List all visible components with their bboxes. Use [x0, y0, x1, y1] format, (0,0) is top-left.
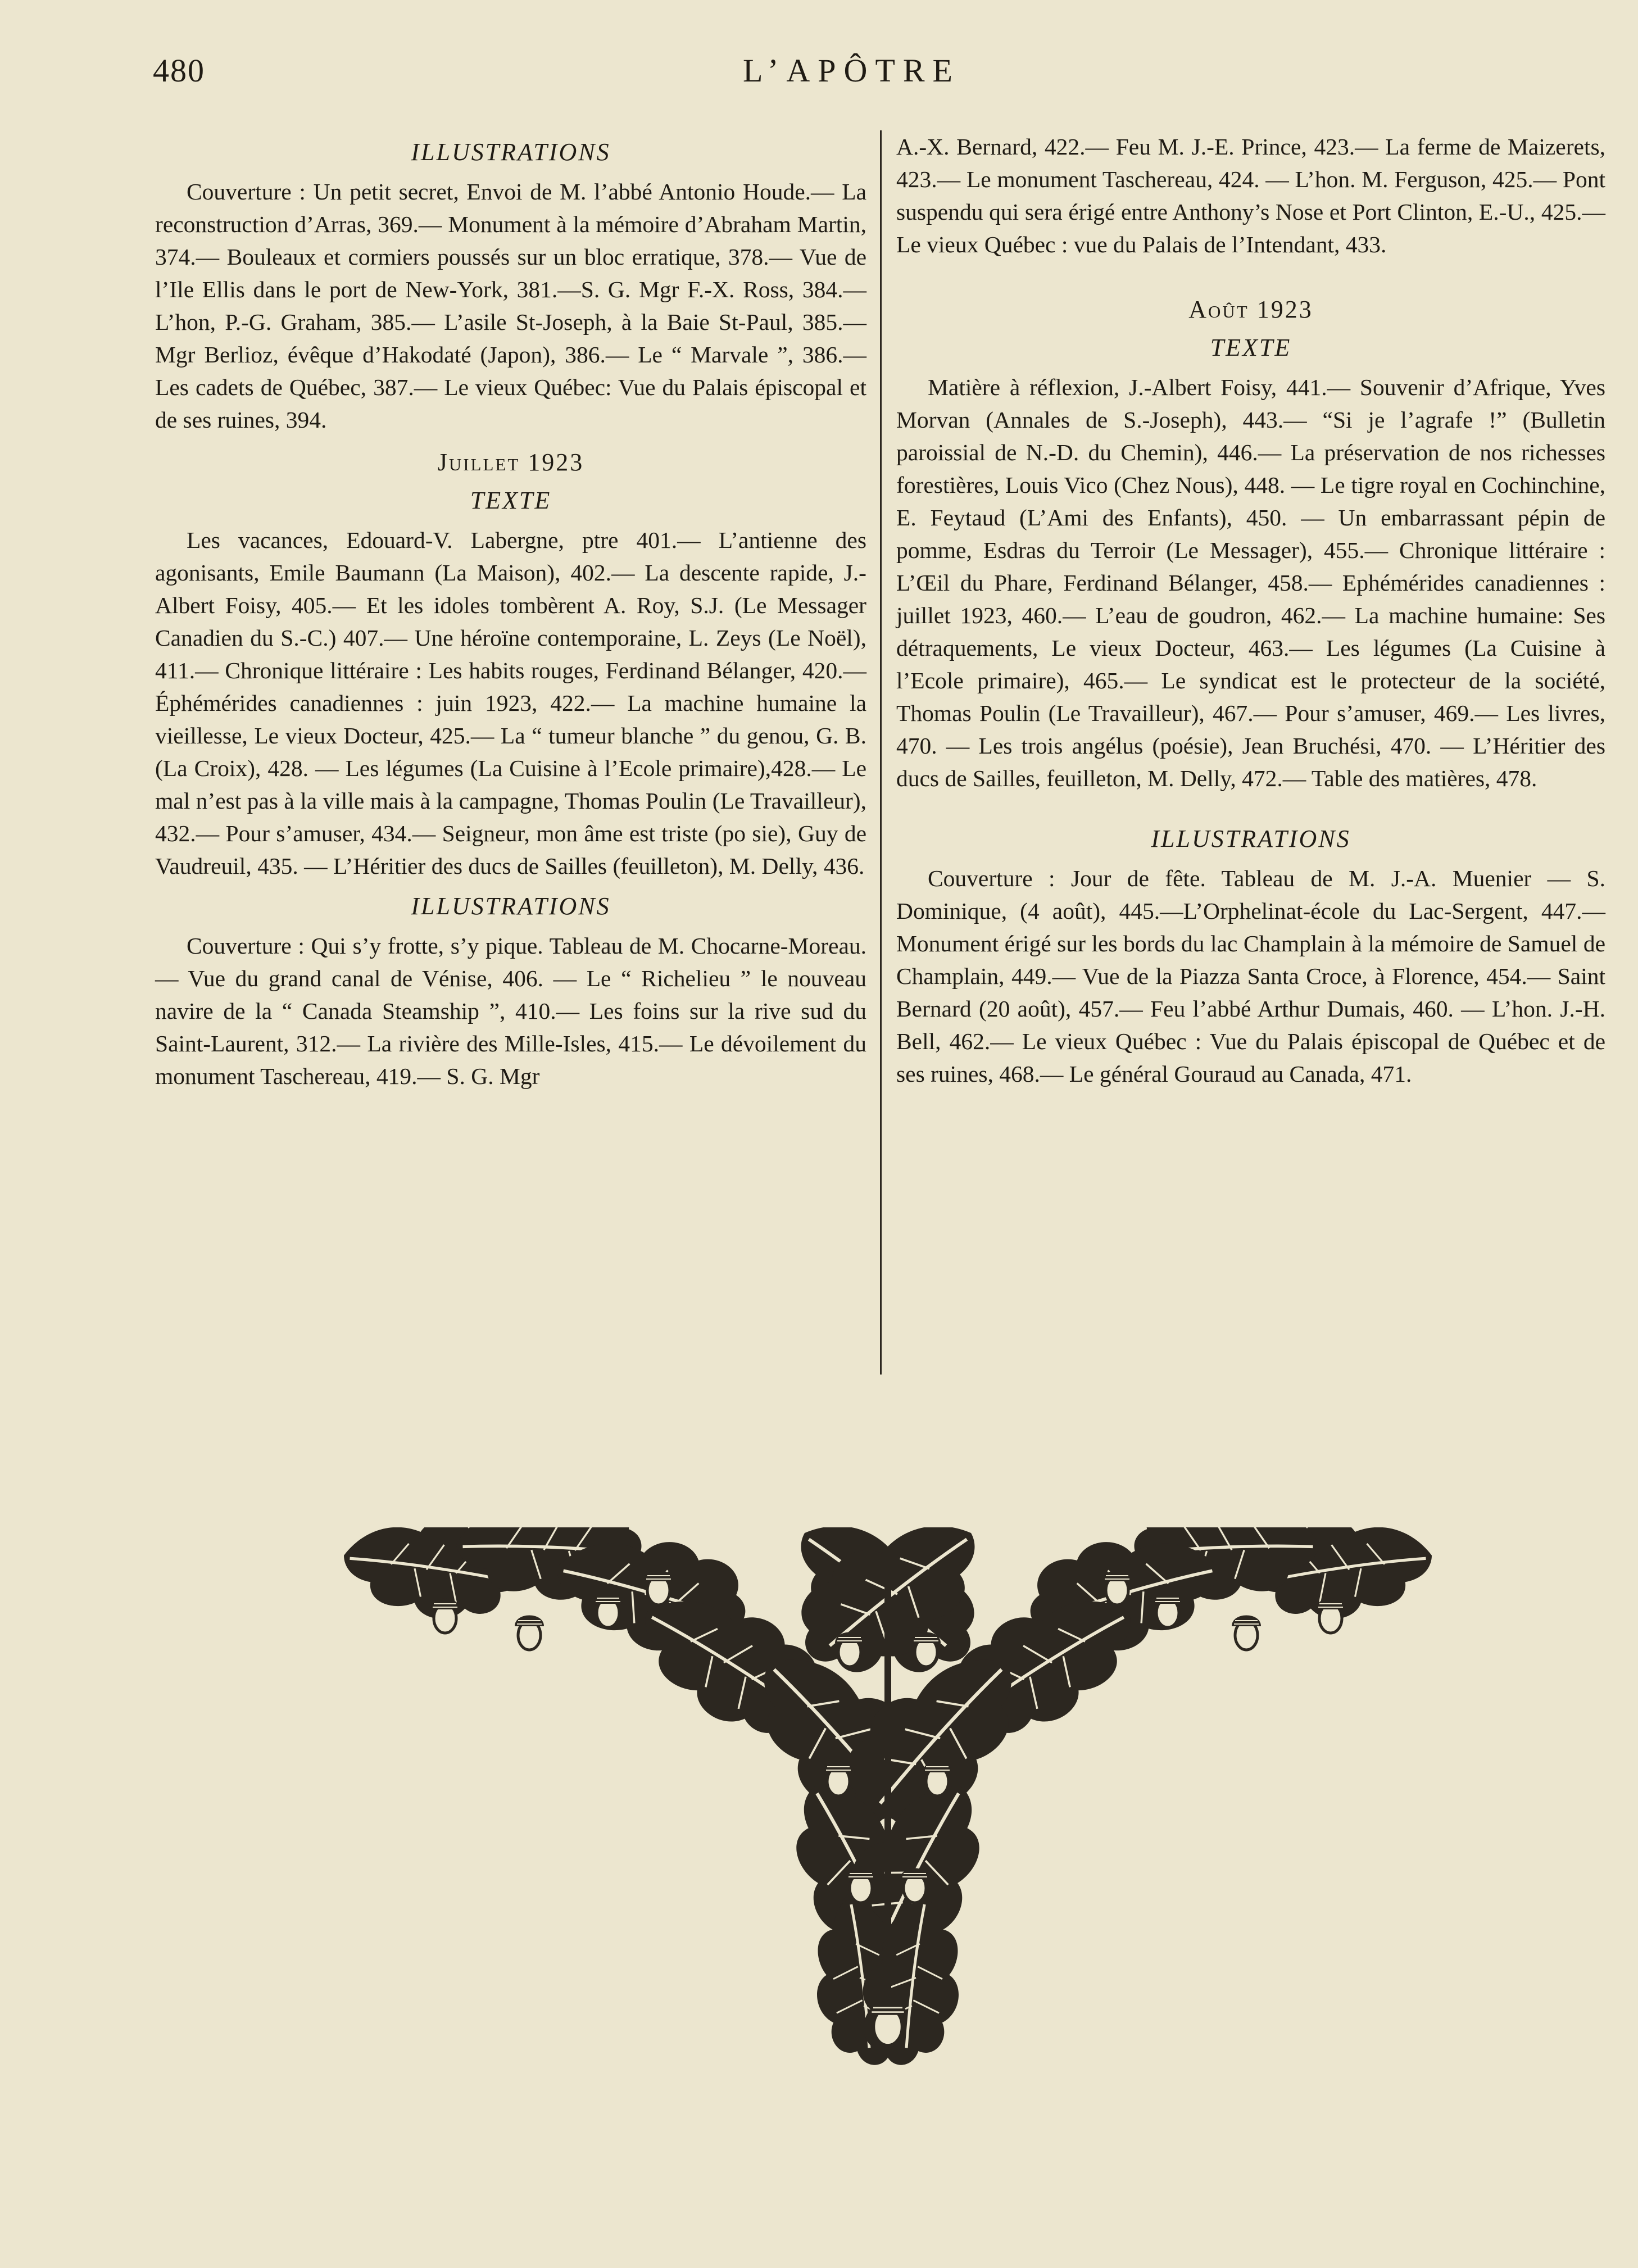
running-title: L’APÔTRE: [743, 52, 960, 89]
page-number: 480: [153, 52, 205, 89]
illustrations-heading: ILLUSTRATIONS: [411, 138, 611, 166]
column-divider: [880, 130, 882, 1375]
page-header: [153, 52, 1613, 97]
texte-paragraph: Matière à réflexion, J.-Albert Foisy, 441.— Souvenir d’Afrique, Yves Morvan (Annales de S.-Joseph), 443.— “Si je l’agrafe !” (Bulletin paroissial de N.-D. du Chemin), 446.— La préservation de nos richesses forestières, Louis Vico (Chez Nous), 448. — Le tigre royal en Cochinchine, E. Feytaud (L’Ami des Enfants), 450. — Un embarrassant pépin de pomme, Esdras du Terroir (Le Messager), 455.— Chronique littéraire : L’Œil du Phare, Ferdinand Bélanger, 458.— Ephémérides canadiennes : juillet 1923, 460.— L’eau de goudron, 462.— La machine humaine: Ses détraquements, Le vieux Docteur, 463.— Les légumes (La Cuisine à l’Ecole primaire), 465.— Le syndicat est le protecteur de la société, Thomas Poulin (Le Travailleur), 467.— Pour s’amuser, 469.— Les livres, 470. — Les trois angélus (poésie), Jean Bruchési, 470. — L’Héritier des ducs de Sailles, feuilleton, M. Delly, 472.— Table des matières, 478.: [896, 374, 1605, 791]
illustrations-heading: ILLUSTRATIONS: [411, 892, 611, 920]
left-column: [155, 130, 866, 1100]
illustrations-paragraph: Couverture : Jour de fête. Tableau de M. J.-A. Muenier — S. Dominique, (4 août), 445.—L’Orphelinat-école du Lac-Sergent, 447.— Monument érigé sur les bords du lac Champlain à la mémoire de Samuel de Champlain, 449.— Vue de la Piazza Santa Croce, à Florence, 454.— Saint Bernard (20 août), 457.— Feu l’abbé Arthur Dumais, 460. — L’hon. J.-H. Bell, 462.— Le vieux Québec : Vue du Palais épiscopal de Québec et de ses ruines, 468.— Le général Gouraud au Canada, 471.: [896, 865, 1605, 1087]
texte-paragraph: Les vacances, Edouard-V. Labergne, ptre 401.— L’antienne des agonisants, Emile Baumann (La Maison), 402.— La descente rapide, J.-Albert Foisy, 405.— Et les idoles tombèrent A. Roy, S.J. (Le Messager Canadien du S.-C.) 407.— Une héroïne contemporaine, L. Zeys (Le Noël), 411.— Chronique littéraire : Les habits rouges, Ferdinand Bélanger, 420.— Éphémérides canadiennes : juin 1923, 422.— La machine humaine la vieillesse, Le vieux Docteur, 425.— La “ tumeur blanche ” du genou, G. B. (La Croix), 428. — Les légumes (La Cuisine à l’Ecole primaire),428.— Le mal n’est pas à la ville mais à la campagne, Thomas Poulin (Le Travailleur), 432.— Pour s’amuser, 434.— Seigneur, mon âme est triste (po sie), Guy de Vaudreuil, 435. — L’Héritier des ducs de Sailles (feuilleton), M. Delly, 436.: [155, 527, 866, 879]
illustrations-paragraph: Couverture : Qui s’y frotte, s’y pique. Tableau de M. Chocarne-Moreau.— Vue du grand canal de Vénise, 406. — Le “ Richelieu ” le nouveau navire de la “ Canada Steamship ”, 410.— Les foins sur la rive sud du Saint-Laurent, 312.— La rivière des Mille-Isles, 415.— Le dévoilement du monument Taschereau, 419.— S. G. Mgr: [155, 933, 866, 1089]
illustrations-heading: ILLUSTRATIONS: [1151, 825, 1351, 852]
illustrations-paragraph: Couverture : Un petit secret, Envoi de M. l’abbé Antonio Houde.— La reconstruction d’Arras, 369.— Monument à la mémoire d’Abraham Martin, 374.— Bouleaux et cormiers poussés sur un bloc erratique, 378.— Vue de l’Ile Ellis dans le port de New-York, 381.—S. G. Mgr F.-X. Ross, 384.— L’hon, P.-G. Graham, 385.— L’asile St-Joseph, à la Baie St-Paul, 385.— Mgr Berlioz, évêque d’Hakodaté (Japon), 386.— Le “ Marvale ”, 386.— Les cadets de Québec, 387.— Le vieux Québec: Vue du Palais épiscopal et de ses ruines, 394.: [155, 179, 866, 433]
month-heading-august: Août 1923: [1188, 296, 1313, 323]
oak-leaf-acorn-ornament-icon: [344, 1527, 1432, 2101]
continuation-paragraph: A.-X. Bernard, 422.— Feu M. J.-E. Prince, 423.— La ferme de Maizerets, 423.— Le monument Taschereau, 424. — L’hon. M. Ferguson, 425.— Pont suspendu qui sera érigé entre Anthony’s Nose et Port Clinton, E.-U., 425.— Le vieux Québec : vue du Palais de l’Intendant, 433.: [896, 134, 1605, 257]
right-column: [896, 130, 1605, 1098]
texte-heading: TEXTE: [1210, 334, 1292, 361]
texte-heading: TEXTE: [470, 487, 552, 514]
month-heading-july: Juillet 1923: [437, 448, 584, 476]
